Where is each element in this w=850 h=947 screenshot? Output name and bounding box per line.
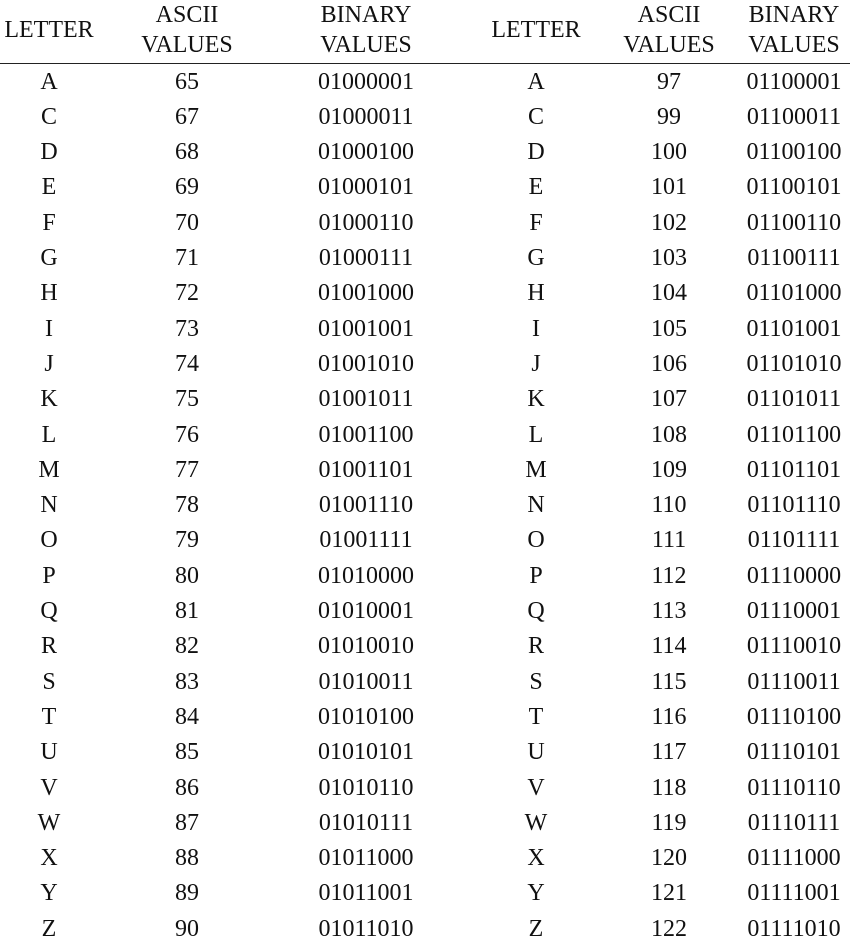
cell-lower-binary: 01100100 (746, 139, 842, 166)
cell-upper-ascii: 86 (175, 774, 199, 801)
header-binary-left (306, 0, 426, 60)
cell-lower-ascii: 119 (651, 809, 687, 836)
cell-upper-binary: 01000001 (318, 68, 414, 95)
cell-lower-ascii: 106 (651, 350, 687, 377)
cell-lower-ascii: 112 (651, 562, 687, 589)
cell-upper-letter: E (41, 174, 57, 201)
cell-lower-binary: 01110110 (747, 774, 841, 801)
cell-lower-binary: 01111000 (747, 845, 841, 872)
cell-lower-ascii: 109 (651, 456, 687, 483)
header-binary-left-line2: VALUES (320, 32, 412, 58)
cell-upper-letter: D (40, 139, 58, 166)
cell-upper-letter: R (40, 633, 57, 660)
cell-lower-ascii: 97 (657, 68, 681, 95)
cell-lower-letter: K (527, 386, 545, 413)
cell-lower-ascii: 110 (651, 492, 687, 519)
cell-upper-letter: K (40, 386, 58, 413)
cell-upper-binary: 01001101 (318, 456, 414, 483)
cell-upper-ascii: 90 (175, 915, 199, 942)
cell-lower-ascii: 100 (651, 139, 687, 166)
cell-lower-ascii: 121 (651, 880, 687, 907)
cell-lower-letter: T (528, 703, 544, 730)
cell-upper-binary: 01001110 (318, 492, 414, 519)
cell-upper-binary: 01011000 (318, 845, 414, 872)
cell-upper-letter: A (40, 68, 58, 95)
cell-lower-letter: W (524, 809, 548, 836)
cell-upper-binary: 01001000 (318, 280, 414, 307)
cell-upper-ascii: 84 (175, 703, 199, 730)
cell-upper-letter: H (40, 280, 58, 307)
cell-upper-ascii: 73 (175, 315, 199, 342)
cell-lower-ascii: 107 (651, 386, 687, 413)
cell-upper-binary: 01010110 (318, 774, 414, 801)
cell-upper-letter: X (40, 845, 58, 872)
cell-upper-letter: Q (40, 598, 58, 624)
cell-lower-ascii: 114 (651, 633, 687, 660)
cell-upper-ascii: 89 (175, 880, 199, 907)
cell-lower-binary: 01110010 (746, 633, 842, 660)
cell-lower-ascii: 116 (651, 703, 687, 730)
cell-upper-ascii: 87 (175, 809, 199, 836)
header-letter-right-label: LETTER (491, 17, 581, 43)
cell-upper-letter: N (40, 492, 58, 519)
cell-lower-letter: H (527, 280, 545, 307)
cell-upper-binary: 01011001 (318, 880, 414, 907)
cell-upper-binary: 01000110 (318, 209, 414, 236)
header-letter-right (487, 0, 585, 60)
cell-lower-letter: I (532, 315, 540, 342)
cell-upper-letter: P (42, 562, 56, 589)
header-binary-right-line1: BINARY (748, 2, 840, 28)
cell-upper-letter: C (40, 103, 57, 130)
header-ascii-right (612, 0, 726, 60)
cell-upper-letter: F (42, 209, 56, 236)
cell-lower-binary: 01101011 (746, 386, 842, 413)
cell-upper-binary: 01001011 (318, 386, 414, 413)
cell-lower-letter: E (528, 174, 544, 201)
cell-upper-binary: 01010100 (318, 703, 414, 730)
cell-upper-letter: Y (40, 880, 58, 907)
cell-upper-binary: 01010101 (318, 739, 414, 766)
cell-upper-ascii: 77 (175, 456, 199, 483)
cell-upper-ascii: 68 (175, 139, 199, 166)
cell-lower-ascii: 101 (651, 174, 687, 201)
cell-lower-binary: 01100101 (746, 174, 842, 201)
cell-upper-binary: 01001111 (319, 527, 413, 554)
cell-lower-binary: 01101010 (746, 350, 842, 377)
cell-lower-letter: R (527, 633, 544, 660)
cell-upper-ascii: 69 (175, 174, 199, 201)
cell-upper-binary: 01010010 (318, 633, 414, 660)
header-ascii-left-line1: ASCII (155, 2, 219, 28)
cell-upper-letter: W (37, 809, 61, 836)
cell-lower-binary: 01111001 (747, 880, 841, 907)
header-letter-left (0, 0, 98, 60)
cell-lower-binary: 01100111 (747, 245, 841, 271)
cell-upper-ascii: 79 (175, 527, 199, 554)
cell-lower-ascii: 122 (651, 915, 687, 942)
cell-lower-binary: 01110001 (746, 598, 842, 624)
cell-lower-binary: 01110011 (747, 668, 841, 695)
cell-lower-ascii: 104 (651, 280, 687, 307)
cell-upper-ascii: 78 (175, 492, 199, 519)
cell-lower-ascii: 118 (651, 774, 687, 801)
cell-upper-ascii: 72 (175, 280, 199, 307)
cell-upper-ascii: 70 (175, 209, 199, 236)
cell-upper-ascii: 88 (175, 845, 199, 872)
cell-lower-letter: Y (527, 880, 545, 907)
cell-lower-binary: 01101000 (746, 280, 842, 307)
cell-upper-ascii: 85 (175, 739, 199, 766)
cell-lower-letter: N (527, 492, 545, 519)
cell-upper-ascii: 81 (175, 598, 199, 624)
cell-upper-ascii: 82 (175, 633, 199, 660)
cell-upper-binary: 01010000 (318, 562, 414, 589)
cell-upper-letter: O (40, 527, 58, 554)
cell-lower-letter: Q (527, 598, 545, 624)
cell-upper-ascii: 76 (175, 421, 199, 448)
cell-upper-letter: U (40, 739, 58, 766)
cell-lower-binary: 01110100 (746, 703, 842, 730)
cell-upper-ascii: 83 (175, 668, 199, 695)
header-binary-right (738, 0, 850, 60)
cell-lower-ascii: 99 (657, 103, 681, 130)
cell-lower-ascii: 102 (651, 209, 687, 236)
cell-lower-letter: A (527, 68, 545, 95)
cell-upper-binary: 01011010 (318, 915, 414, 942)
cell-upper-binary: 01000100 (318, 139, 414, 166)
cell-lower-ascii: 113 (651, 598, 687, 624)
cell-lower-letter: J (531, 350, 541, 377)
cell-lower-ascii: 108 (651, 421, 687, 448)
cell-lower-binary: 01101001 (746, 315, 842, 342)
cell-lower-letter: S (529, 668, 543, 695)
cell-lower-letter: X (527, 845, 545, 872)
cell-lower-letter: D (527, 139, 545, 166)
cell-upper-letter: J (44, 350, 54, 377)
cell-upper-letter: V (40, 774, 58, 801)
cell-upper-ascii: 67 (175, 103, 199, 130)
cell-lower-binary: 01101100 (746, 421, 842, 448)
cell-upper-binary: 01010111 (318, 809, 414, 836)
cell-upper-letter: M (38, 456, 60, 483)
cell-lower-letter: G (527, 245, 545, 271)
cell-lower-ascii: 115 (651, 668, 687, 695)
cell-upper-letter: Z (41, 915, 57, 942)
cell-upper-letter: I (45, 315, 53, 342)
cell-upper-binary: 01010011 (318, 668, 414, 695)
cell-upper-ascii: 71 (175, 245, 199, 271)
cell-lower-letter: V (527, 774, 545, 801)
cell-upper-binary: 01001010 (318, 350, 414, 377)
cell-lower-letter: C (527, 103, 544, 130)
cell-upper-letter: L (41, 421, 57, 448)
header-letter-left-label: LETTER (4, 17, 94, 43)
cell-lower-binary: 01110101 (746, 739, 842, 766)
cell-lower-binary: 01101110 (747, 492, 841, 519)
header-ascii-left (130, 0, 244, 60)
cell-upper-binary: 01001100 (318, 421, 414, 448)
cell-lower-letter: Z (528, 915, 544, 942)
cell-lower-letter: U (527, 739, 545, 766)
cell-upper-letter: T (41, 703, 57, 730)
cell-lower-letter: M (525, 456, 547, 483)
cell-lower-binary: 01110000 (746, 562, 842, 589)
header-binary-right-line2: VALUES (748, 32, 840, 58)
cell-lower-binary: 01100001 (746, 68, 842, 95)
cell-upper-ascii: 75 (175, 386, 199, 413)
cell-upper-binary: 01000101 (318, 174, 414, 201)
cell-lower-ascii: 111 (651, 527, 687, 554)
cell-upper-binary: 01001001 (318, 315, 414, 342)
cell-lower-binary: 01101101 (746, 456, 842, 483)
cell-lower-binary: 01111010 (747, 915, 841, 942)
cell-lower-binary: 01100011 (746, 103, 842, 130)
cell-upper-letter: S (42, 668, 56, 695)
cell-lower-letter: P (529, 562, 543, 589)
cell-upper-ascii: 80 (175, 562, 199, 589)
cell-upper-ascii: 74 (175, 350, 199, 377)
cell-upper-letter: G (40, 245, 58, 271)
cell-lower-ascii: 103 (651, 245, 687, 271)
cell-lower-ascii: 117 (651, 739, 687, 766)
cell-upper-binary: 01010001 (318, 598, 414, 624)
cell-lower-binary: 01100110 (746, 209, 842, 236)
header-ascii-right-line1: ASCII (637, 2, 701, 28)
header-ascii-left-line2: VALUES (141, 32, 233, 58)
cell-lower-letter: F (529, 209, 543, 236)
cell-upper-binary: 01000011 (318, 103, 414, 130)
header-ascii-right-line2: VALUES (623, 32, 715, 58)
cell-lower-letter: O (527, 527, 545, 554)
cell-lower-binary: 01101111 (747, 527, 841, 554)
header-binary-left-line1: BINARY (320, 2, 412, 28)
cell-lower-binary: 01110111 (747, 809, 841, 836)
cell-lower-ascii: 120 (651, 845, 687, 872)
cell-lower-ascii: 105 (651, 315, 687, 342)
cell-upper-binary: 01000111 (318, 245, 414, 271)
cell-lower-letter: L (528, 421, 544, 448)
cell-upper-ascii: 65 (175, 68, 199, 95)
